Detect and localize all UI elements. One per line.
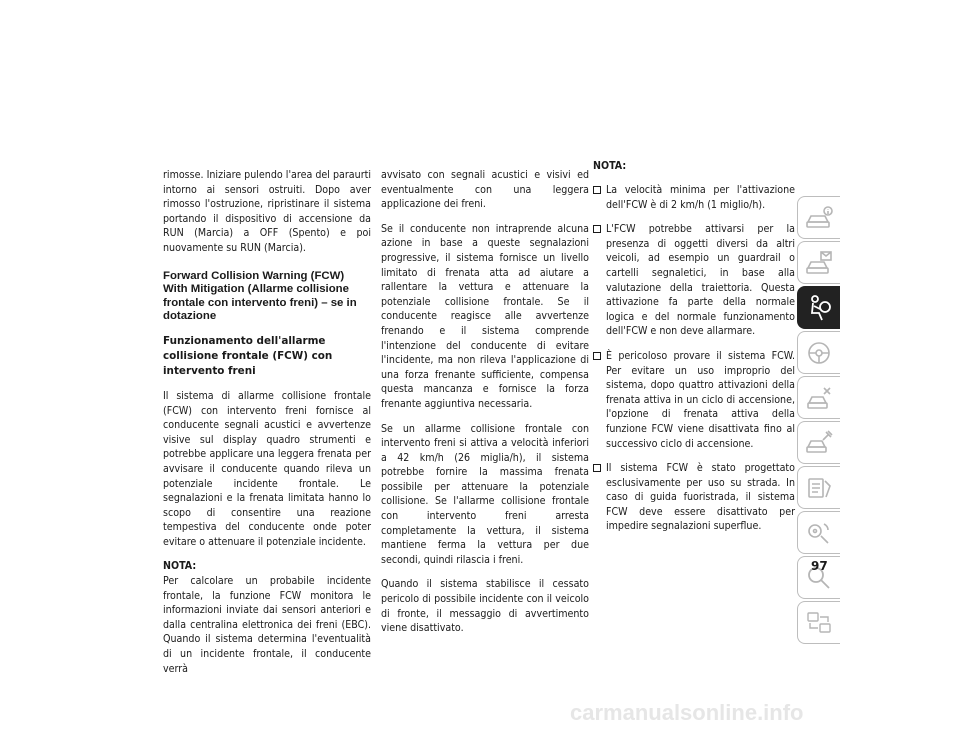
tab-safety[interactable] — [797, 286, 840, 329]
nota-label: NOTA: — [163, 560, 197, 573]
checkbox-bullet-icon — [593, 186, 601, 194]
instrument-cluster-icon — [804, 248, 834, 278]
paragraph-low-speed: Se un allarme collisione frontale con intervento freni si attiva a velocità inferiori a 42 km/h (26 miglia/h), il sistema potrebbe fornire la massima frenata possibile per attenuare la potenziale collisione. Se l'allarme collisione frontale con intervento freni arresta completamente la vettura, il sistema mantiene ferma la vettura per due secondi, quindi rilascia i freni. — [381, 422, 589, 566]
tab-instrument-cluster[interactable] — [797, 241, 840, 284]
checkbox-bullet-icon — [593, 352, 601, 360]
nota-text: Per calcolare un probabile incidente frontale, la funzione FCW monitora le informazioni inviate dai sensori anteriori e dalla centralina elettronica dei freni (EBC). Quando il sistema determina l'eventualità di un incidente frontale, il conducente verrà — [163, 575, 371, 675]
chapter-tabs — [797, 196, 841, 646]
tab-maintenance[interactable] — [797, 466, 840, 509]
tab-emergency[interactable] — [797, 376, 840, 419]
list-item: È pericoloso provare il sistema FCW. Per evitare un uso improprio del sistema, dopo quattro attivazioni della frenata attiva in un ciclo di accensione, l'opzione di frenata attiva della funzione FCW viene disattivata fino al successivo ciclo di accensione. — [593, 349, 795, 451]
airbag-safety-icon — [804, 293, 834, 323]
list-item: L'FCW potrebbe attivarsi per la presenza di oggetti diversi da altri veicoli, ad esempio un guardrail o cartelli segnaletici, in base alla valutazione della traiettoria. Questa attivazione fa parte della normale logica e del normale funzionamento dell'FCW e non deve allarmare. — [593, 222, 795, 339]
subheading-fcw-operation: Funzionamento dell'allarme collisione frontale (FCW) con intervento freni — [163, 334, 333, 377]
fcw-system-paragraph: Il sistema di allarme collisione frontale (FCW) con intervento freni fornisce al conducente segnali acustici e avvertenze visive sul display quadro strumenti e potrebbe applicare una leggera frenata per avvisare il conducente quando rileva un potenziale incidente frontale. Le segnalazioni e la frenata limitata hanno lo scopo di consentire una reazione tempestiva del conducente onde poter evitare o attenuare il potenziale incidente. — [163, 389, 371, 548]
list-item: Il sistema FCW è stato progettato esclusivamente per uso su strada. In caso di guida fuoristrada, il sistema FCW deve essere disattivato per impedire segnalazioni superflue. — [593, 461, 795, 534]
list-item: La velocità minima per l'attivazione dell'FCW è di 2 km/h (1 miglio/h). — [593, 183, 795, 212]
maintenance-icon — [804, 473, 834, 503]
column-1 — [163, 168, 371, 686]
tab-language[interactable] — [797, 601, 840, 644]
multimedia-icon — [804, 518, 834, 548]
nota-bullet-list — [593, 183, 795, 534]
car-service-icon — [804, 428, 834, 458]
checkbox-bullet-icon — [593, 464, 601, 472]
tab-multimedia[interactable] — [797, 511, 840, 554]
tab-service[interactable] — [797, 421, 840, 464]
intro-paragraph: rimosse. Iniziare pulendo l'area del paraurti intorno ai sensori ostruiti. Dopo aver rimosso l'ostruzione, ripristinare il sistema portando il dispositivo di accensione da RUN (Marcia) a OFF (Spento) e poi nuovamente su RUN (Marcia). — [163, 169, 371, 254]
section-heading-fcw: Forward Collision Warning (FCW) With Mitigation (Allarme collisione frontale con intervento freni) – se in dotazione — [163, 269, 357, 323]
watermark: carmanualsonline.info — [570, 700, 804, 725]
page-number: 97 — [811, 559, 828, 573]
tab-car-info[interactable] — [797, 196, 840, 239]
paragraph-deactivation: Quando il sistema stabilisce il cessato pericolo di possibile incidente con il veicolo di fronte, il messaggio di avvertimento viene disattivato. — [381, 578, 589, 635]
steering-wheel-icon — [804, 338, 834, 368]
checkbox-bullet-icon — [593, 225, 601, 233]
car-info-icon — [804, 203, 834, 233]
nota-heading: NOTA: — [593, 160, 627, 172]
column-2 — [381, 168, 589, 646]
paragraph-progressive-braking: Se il conducente non intraprende alcuna azione in base a queste segnalazioni progressive, il sistema fornisce un livello limitato di frenata atta ad aiutare a rallentare la vettura e attenuare la potenziale collisione frontale. Se il conducente reagisce alle avvertenze frenando e il sistema comprende l'intenzione del conducente di evitare l'incidente, ma non rileva l'applicazione di una forza frenante sufficiente, compensa questa mancanza e fornisce la forza frenante aggiuntiva necessaria. — [381, 222, 589, 410]
nota-block-1 — [163, 559, 371, 676]
car-crash-icon — [804, 383, 834, 413]
language-icon — [804, 608, 834, 638]
paragraph-warning-continuation: avvisato con segnali acustici e visivi ed eventualmente con una leggera applicazione dei freni. — [381, 169, 589, 211]
column-3 — [593, 160, 795, 544]
tab-driving[interactable] — [797, 331, 840, 374]
